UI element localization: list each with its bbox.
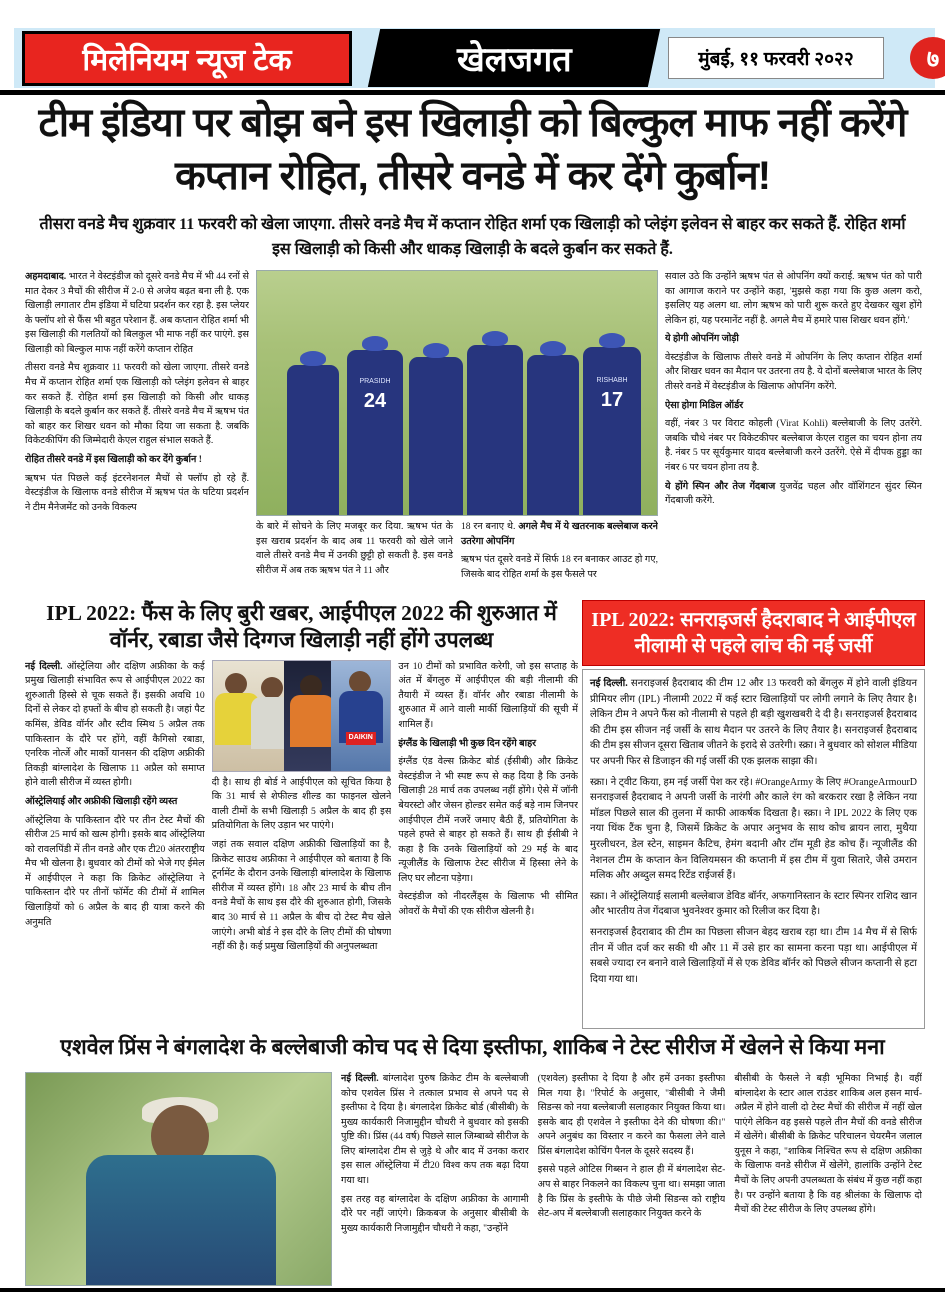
- prince-col-2: [538, 1072, 726, 1286]
- crosshead: ऐसा होगा मिडिल ऑर्डर: [665, 399, 744, 411]
- paragraph: ऋषभ पंत दूसरे वनडे में सिर्फ 18 रन बनाकर आउट हो गए, जिसके बाद रोहित शर्मा के इस फैसले पर: [461, 554, 658, 580]
- rabada-photo: [284, 661, 331, 771]
- players-montage-photo: [212, 660, 392, 772]
- player-silhouette: [467, 345, 523, 515]
- prince-article: [25, 1072, 922, 1286]
- paragraph: उन 10 टीमों को प्रभावित करेगी, जो इस सप्ताह के अंत में बेंगलुरु में आईपीएल की बड़ी नीलामी की तैयारी में व्यस्त हैं। वॉर्नर और रबाडा नीलामी के शुरुआत में आने वाली मार्की खिलाड़ियों की सूची में शामिल हैं।: [398, 660, 579, 731]
- team-huddle-photo: [256, 270, 658, 516]
- crosshead: ये होगी ओपनिंग जोड़ी: [665, 333, 739, 345]
- paragraph: इससे पहले ओटिस गिब्सन ने हाल ही में बंगलादेश सेट-अप से बाहर निकलने का विकल्प चुना था। समझा जाता है कि प्रिंस के इस्तीफे के पीछे जेमी सिडन्स को राष्ट्रीय सेट-अप में बल्लेबाजी सलाहकार नियुक्त करने के: [537, 1164, 726, 1220]
- cummins-warner-photo: [213, 661, 284, 771]
- paragraph: स्क्रा। ने ट्वीट किया, हम नई जर्सी पेश कर रहे। #OrangeArmy के लिए #OrangeArmourD सनराइजर्स हैदराबाद ने अपनी जर्सी के नारंगी और काले रंग को बरकरार रखा है लेकिन नया मॉडल पिछले साल की तुलना में काफी आकर्षक दिखता है। स्क्रा। ने IPL 2022 के लिए एक नया थिंक टैंक चुना है, जिसमें क्रिकेट के अपार अनुभव के साथ कोच ब्रायन लारा, मुथैया मुरलीधरन, डेल स्टेन, साइमन कैटिच, हेमंग बदानी और टॉम मूडी हेड कोच हैं। न्यूजीलैंड की नेशनल टीम के कप्तान केन विलियमसन की कप्तानी में इस टीम में युवा सितारे, जैसे उमरान मलिक और अब्दुल समद रिटेंड राईजर्स हैं।: [590, 776, 917, 882]
- masthead: [14, 28, 940, 88]
- crosshead: रोहित तीसरे वनडे में इस खिलाड़ी को कर देंगे कुर्बान !: [25, 453, 202, 465]
- ipl-col-1: [25, 660, 205, 1032]
- player-silhouette: [409, 357, 463, 515]
- prince-headline: एशवेल प्रिंस ने बंगलादेश के बल्लेबाजी कोच पद से दिया इस्तीफा, शाकिब ने टेस्ट सीरीज में खेलने से किया मना: [60, 1035, 885, 1059]
- ipl-article: [25, 600, 578, 1032]
- player-silhouette: [527, 355, 579, 515]
- ipl-col-2: [212, 660, 392, 1032]
- city-dateline: नई दिल्ली.: [25, 660, 63, 672]
- lead-left-column: [25, 270, 249, 600]
- jersey-name: RISHABH: [596, 377, 628, 384]
- lead-article: [25, 270, 922, 600]
- player-head: [261, 677, 283, 699]
- paragraph: इंग्लैंड एंड वेल्स क्रिकेट बोर्ड (ईसीबी) और क्रिकेट वेस्टइंडीज ने भी स्पष्ट रूप से कह दिया है कि उनके खिलाड़ी 28 मार्च तक उपलब्ध नहीं होंगे। ऐसे में जॉनी बेयरस्टो और जेसन होल्डर समेत कई बड़े नाम जिनपर आईपीएल टीमें नजरें जमाए बैठी हैं, प्रतियोगिता के पहले हफ्ते से बाहर हो सकते हैं। साथ ही ईसीबी ने कहा है कि उनके खिलाड़ियों को 29 मई के बाद न्यूजीलैंड के खिलाफ टेस्ट सीरीज में हिस्सा लेने के लिए घर लौटना पड़ेगा।: [398, 756, 579, 884]
- masthead-rule: [0, 90, 945, 95]
- sun-hat: [362, 336, 388, 351]
- dc-player-photo: [331, 661, 390, 771]
- sun-hat: [300, 351, 326, 366]
- brand-title: मिलेनियम न्यूज टेक: [22, 31, 352, 86]
- jersey-sponsor-label: DAIKIN: [346, 732, 376, 745]
- ipl-col-3: [398, 660, 578, 1032]
- paragraph: बीसीबी के फैसले ने बड़ी भूमिका निभाई है। वहीं बांग्लादेश के स्टार आल राउंडर शाकिब अल हसन मार्च-अप्रैल में होने वाली दो टेस्ट मैचों की सीरीज में नहीं खेल पाएंगे लेकिन वह इससे पहले तीन मैचों की वनडे सीरीज में खेलेंगे। बीसीबी के क्रिकेट परिचालन चेयरमैन जलाल युनूस ने कहा, "शाकिब निश्चित रूप से दक्षिण अफ्रीका के खिलाफ वनडे सीरीज में खेलेंगे, हालांकि उन्होंने टेस्ट मैचों के लिए अपनी उपलब्धता के संबंध में कुछ नहीं कहा है। पर उन्होंने बताया है कि वह श्रीलंका के खिलाफ दो मैचों की टेस्ट सीरीज के लिए उपलब्ध होंगे।: [734, 1073, 923, 1216]
- paragraph: के बारे में सोचने के लिए मजबूर कर दिया. ऋषभ पंत के इस खराब प्रदर्शन के बाद अब 11 फरवरी को खेले जाने वाले तीसरे वनडे मैच में उनकी छुट्टी हो सकती है. इस वनडे सीरीज में अब तक ऋषभ पंत ने 11 और: [256, 521, 453, 576]
- crosshead: इंग्लैंड के खिलाड़ी भी कुछ दिन रहेंगे बाहर: [398, 737, 537, 749]
- coach-photo: [25, 1072, 332, 1286]
- city-dateline: अहमदाबाद.: [25, 271, 67, 282]
- paragraph: वहीं, नंबर 3 पर विराट कोहली (Virat Kohli) बल्लेबाजी के लिए उतरेंगे. जबकि चौथे नंबर पर विकेटकीपर बल्लेबाज केएल राहुल का चयन होना तय है. नंबर 5 पर सूर्यकुमार यादव बल्लेबाजी करने उतरेंगे. ऐसे में दीपक हुड्डा का नंबर 6 पर चयन होना तय है.: [665, 418, 922, 473]
- section-title-text: खेलजगत: [456, 42, 572, 79]
- coach-torso: [86, 1155, 276, 1285]
- dateline-box: मुंबई, ११ फरवरी २०२२: [668, 37, 884, 79]
- paragraph: ये होंगे स्पिन और तेज गेंदबाज युजवेंद्र चहल और वॉशिंगटन सुंदर स्पिन गेंदबाजी करेंगे.: [665, 480, 922, 507]
- paragraph: 18 रन बनाए थे. अगले मैच में ये खतरनाक बल्लेबाज करने उतरेगा ओपनिंग: [461, 521, 658, 547]
- section-title: [368, 29, 660, 87]
- city-dateline: नई दिल्ली.: [341, 1073, 379, 1084]
- lead-center: [256, 270, 658, 600]
- lead-right-column: [665, 270, 922, 600]
- paragraph: नई दिल्ली. सनराइजर्स हैदराबाद की टीम 12 और 13 फरवरी को बेंगलुरु में होने वाली इंडियन प्रीमियर लीग (IPL) नीलामी 2022 में कई स्टार खिलाड़ियों पर लोगी लगाने के लिए तैयार है। लेकिन टीम ने अपने फैंस को नीलामी से पहले ही बड़ी खुशखबरी दे दी है। सनराइजर्स हैदराबाद की टीम इस सीजन नई जर्सी के साथ मैदान पर उतरने के लिए तैयार है। सनराइजर्स हैदराबाद की टीम इस सीजन दूसरा खिताब जीतने के इरादे से उतरेगी। स्क्रा। ने बुधवार को सोशल मीडिया पर अपनी फिर से डिजाइन की गई जर्सी की एक झलक साझा की।: [590, 678, 918, 767]
- lead-headline: टीम इंडिया पर बोझ बने इस खिलाड़ी को बिल्कुल माफ नहीं करेंगे कप्तान रोहित, तीसरे वनडे में कर देंगे कुर्बान!: [38, 101, 907, 198]
- paragraph: तीसरा वनडे मैच शुक्रवार 11 फरवरी को खेला जाएगा. तीसरे वनडे मैच में कप्तान रोहित शर्मा एक खिलाड़ी को प्लेइंग इलेवन से बाहर कर सकते हैं. रोहित शर्मा इस खिलाड़ी को किसी और धाकड़ खिलाड़ी के बदले कुर्बान कर सकते हैं. तीसरे वनडे मैच में ऋषभ पंत को बाहर कर शिखर धवन को मौका दिया जा सकता है. जबकि विकेटकीपिंग की जिम्मेदारी केएल राहुल संभाल सकते हैं.: [25, 362, 249, 447]
- srh-body: [582, 669, 925, 1029]
- crosshead-inline: ये होंगे स्पिन और तेज गेंदबाज: [665, 480, 776, 492]
- jersey-number: 24: [363, 390, 387, 412]
- prince-col-1: [341, 1072, 529, 1286]
- paragraph: ऑस्ट्रेलिया के पाकिस्तान दौरे पर तीन टेस्ट मैचों की सीरीज 25 मार्च को खत्म होगी। इसके बाद ऑस्ट्रेलिया को रावलपिंडी में तीन वनडे और एक टी20 अंतरराष्ट्रीय मैच भी खेलना है। बुधवार को टीमों को भेजे गए ईमेल में आईपीएल ने कहा कि क्रिकेट ऑस्ट्रेलिया ने पाकिस्तान दौरे पर तीनों फॉर्मेट की टीमों में शामिल खिलाड़ियों को 6 अप्रैल के बाद ही यात्रा करने की अनुमति: [25, 814, 205, 928]
- paragraph: सवाल उठे कि उन्होंने ऋषभ पंत से ओपनिंग क्यों कराई. ऋषभ पंत को पारी का आगाज कराने पर उन्होंने कहा, 'मुझसे कहा गया कि कुछ अलग करो, इसलिए यह अलग था. लोग ऋषभ को पारी शुरू करते हुए देखकर खुश होंगे लेकिन हां, यह परमानेंट नहीं है. अगले मैच में हमारे पास शिखर धवन होंगे.': [665, 271, 922, 326]
- paragraph: नई दिल्ली. बांग्लादेश पुरुष क्रिकेट टीम के बल्लेबाजी कोच एशवेल प्रिंस ने तत्काल प्रभाव से अपने पद से इस्तीफा दे दिया है। बंगलादेश क्रिकेट बोर्ड (बीसीबी) के मुख्य कार्यकारी निजामुद्दीन चौधरी ने बुधवार को इसकी पुष्टि की। प्रिंस (44 वर्ष) पिछले साल जिम्बाब्वे सीरीज के लिए बांग्लादेश टीम से जुड़े थे और बाद में उनका करार इस साल ऑस्ट्रेलिया में टी20 विश्व कप तक बढ़ा दिया गया था।: [341, 1073, 529, 1187]
- lead-standfirst: तीसरा वनडे मैच शुक्रवार 11 फरवरी को खेला जाएगा. तीसरे वनडे मैच में कप्तान रोहित शर्मा एक खिलाड़ी को प्लेइंग इलेवन से बाहर कर सकते हैं. रोहित शर्मा इस खिलाड़ी को किसी और धाकड़ खिलाड़ी के बदले कुर्बान कर सकते हैं.: [39, 216, 906, 258]
- sun-hat: [599, 333, 625, 348]
- paragraph: वेस्टइंडीज के खिलाफ तीसरे वनडे में ओपनिंग के लिए कप्तान रोहित शर्मा और शिखर धवन का मैदान पर उतरना तय है. ये दोनों बल्लेबाज भारत के लिए तीसरे वनडे में वेस्टइंडीज के खिलाफ ओपनिंग करेंगे.: [665, 351, 922, 393]
- under-photo-col-2: [461, 520, 658, 586]
- paragraph: सनराइजर्स हैदराबाद की टीम का पिछला सीजन बेहद खराब रहा था। टीम 14 मैच में से सिर्फ तीन में जीत दर्ज कर सकी थी और 11 में उसे हार का सामना करना पड़ा था। आईपीएल में सबसे ज्यादा रन बनाने वाले खिलाड़ियों में से एक डेविड बॉर्नर को पिछले सीजन कप्तानी से हटा दिया गया था।: [590, 926, 917, 985]
- paragraph: वेस्टइंडीज को नीदरलैंड्स के खिलाफ भी सीमित ओवरों के मैचों की एक सीरीज खेलनी है।: [398, 891, 579, 917]
- player-head: [225, 673, 247, 695]
- srh-article: [582, 600, 925, 1032]
- player-torso: [290, 695, 334, 747]
- city-dateline: नई दिल्ली.: [590, 678, 628, 689]
- crosshead: अगले मैच में ये खतरनाक बल्लेबाज करने उतरेगा ओपनिंग: [461, 521, 658, 547]
- player-head: [349, 671, 371, 693]
- paragraph: नई दिल्ली. ऑस्ट्रेलिया और दक्षिण अफ्रीका के कई प्रमुख खिलाड़ी संभावित रूप से आईपीएल 2022 का शुरुआती हिस्से से चूक सकते हैं। इसकी अवधि 10 दिनों से लेकर दो हफ्तों के बीच हो सकती है। जहां पैट कमिंस, डेविड वॉर्नर और स्टीव स्मिथ 5 अप्रैल तक पाकिस्तान के दौरे पर होंगे, वहीं कैगिसो रबाडा, एनरिक नोर्त्जे और मार्को यानसन की दक्षिण अफ्रीकी तिकड़ी बांग्लादेश के खिलाफ 11 अप्रैल को समाप्त होने वाली सीरीज में व्यस्त होगी।: [25, 660, 205, 789]
- paragraph: इस तरह वह बांग्लादेश के दक्षिण अफ्रीका के आगामी दौरे पर नहीं जाएंगे। क्रिकबज के अनुसार बीसीबी के मुख्य कार्यकारी निजामुद्दीन चौधरी ने कहा, "उन्होंने: [341, 1193, 529, 1234]
- ipl-headline: IPL 2022: फैंस के लिए बुरी खबर, आईपीएल 2022 की शुरुआत में वॉर्नर, रबाडा जैसे दिग्गज खिलाड़ी नहीं होंगे उपलब्ध: [46, 601, 557, 652]
- player-silhouette: [583, 347, 641, 515]
- paragraph: (एशवेल) इस्तीफा दे दिया है और हमें उनका इस्तीफा मिल गया है। "रिपोर्ट के अनुसार, "बीसीबी ने जैमी सिडन्स को नया बल्लेबाजी सलाहकार नियुक्त किया था। इसके बाद ही एशवेल ने इस्तीफा देने की घोषणा की।" अपने अनुबंध का विस्तार न करने का फैसला लेने वाले प्रिंस बंगलादेश कोचिंग पैनल के दूसरे सदस्य हैं।: [537, 1073, 726, 1157]
- lead-under-photo-columns: [256, 520, 658, 586]
- bottom-rule: [0, 1288, 945, 1292]
- paragraph: स्क्रा। ने ऑस्ट्रेलियाई सलामी बल्लेबाज डेविड बॉर्नर, अफगानिस्तान के स्टार स्पिनर राशिद खान और भारतीय तेज गेंदबाज भुवनेश्वर कुमार को रिलीज कर दिया है।: [590, 890, 917, 918]
- prince-col-3: [734, 1072, 922, 1286]
- srh-headline: IPL 2022: सनराइजर्स हैदराबाद ने आईपीएल नीलामी से पहले लांच की नई जर्सी: [582, 600, 925, 666]
- jersey-name: PRASIDH: [359, 378, 391, 385]
- paragraph: जहां तक सवाल दक्षिण अफ्रीकी खिलाड़ियों का है, क्रिकेट साउथ अफ्रीका ने आईपीएल को बताया है कि टूर्नामेंट के दौरान उनके खिलाड़ी बांग्लादेश के खिलाफ सीरीज में व्यस्त होंगे। 18 और 23 मार्च के बीच तीन वनडे मैचों के साथ इस दौरे की शुरुआत होगी, जिसके बाद 30 मार्च से 11 अप्रैल के बीच दो टेस्ट मैच खेले जाएंगे। अभी बोर्ड ने इस दौरे के लिए टीमों की घोषणा नहीं की है। कई प्रमुख खिलाड़ियों की अनुपलब्धता: [211, 839, 392, 953]
- paragraph: ऋषभ पंत पिछले कई इंटरनेशनल मैचों से फ्लॉप हो रहे हैं. वेस्टइंडीज के खिलाफ वनडे सीरीज में ऋषभ पंत के घटिया प्रदर्शन ने टीम मैनेजमेंट को उनके विकल्प: [25, 472, 249, 513]
- player-silhouette: [347, 350, 403, 515]
- jersey-number: 17: [600, 389, 624, 411]
- paragraph: अहमदाबाद. भारत ने वेस्टइंडीज को दूसरे वनडे मैच में भी 44 रनों से मात देकर 3 मैचों की सीरीज में 2-0 से अजेय बढ़त बना ली है. एक खिलाड़ी लगातार टीम इंडिया में घटिया प्रदर्शन कर रहा है. इस प्लेयर के फ्लॉप शो से फैंस भी बहुत परेशान हैं. अब कप्तान रोहित शर्मा भी इस खिलाड़ी की गलतियों को बिलकुल भी माफ नहीं कर पाएंगे. इस खिलाड़ी को बिल्कुल माफ नहीं करेंगे कप्तान रोहित: [25, 271, 249, 355]
- page-number-badge: ७: [910, 37, 945, 79]
- paragraph: दी है। साथ ही बोर्ड ने आईपीएल को सूचित किया है कि 31 मार्च से शेफील्ड शील्ड का फाइनल खेलने वाली टीमों के सभी खिलाड़ी 5 अप्रैल के बाद ही इस प्रतियोगिता के लिए उड़ान भर पाएंगे।: [211, 776, 392, 832]
- under-photo-col-1: [256, 520, 453, 586]
- crosshead: ऑस्ट्रेलियाई और अफ्रीकी खिलाड़ी रहेंगे व्यस्त: [25, 795, 178, 807]
- player-head: [300, 675, 322, 697]
